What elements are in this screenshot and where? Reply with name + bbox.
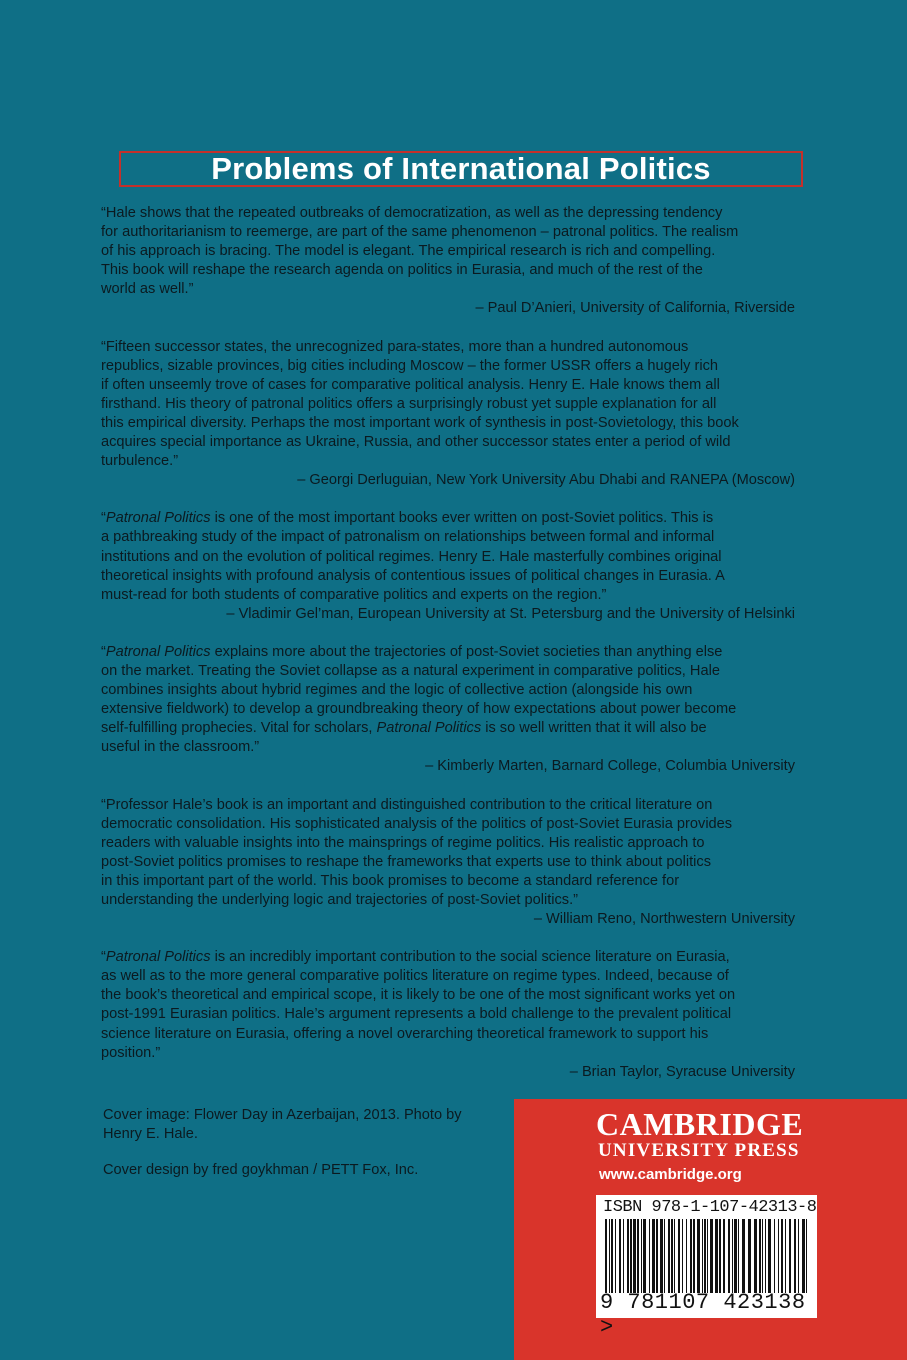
isbn-label: ISBN 978-1-107-42313-8	[603, 1198, 817, 1217]
quote-line: democratic consolidation. His sophisticated analysis of the politics of post-Soviet Eurasia provides	[101, 815, 733, 832]
quote-line: if often unseemly trove of cases for comparative political analysis. Henry E. Hale knows them all	[101, 376, 720, 393]
quote-line: as well as to the more general comparative politics literature on regime types. Indeed, because of	[101, 968, 729, 985]
quote-line: “Patronal Politics is one of the most important books ever written on post-Soviet politics. This is	[101, 510, 714, 527]
endorsement	[101, 509, 803, 624]
quote-line: science literature on Eurasia, offering a novel overarching theoretical framework to support his	[101, 1025, 709, 1042]
quote-line: turbulence.”	[101, 453, 179, 470]
endorsements	[101, 204, 803, 1101]
quote-line: this empirical diversity. Perhaps the most important work of synthesis in post-Sovietology, this book	[101, 414, 739, 431]
quote-attribution: – William Reno, Northwestern University	[533, 911, 795, 928]
cover-credits	[103, 1106, 503, 1197]
quote-line: “Patronal Politics explains more about the trajectories of post-Soviet societies than anything else	[101, 643, 723, 660]
endorsement	[101, 338, 803, 491]
endorsement	[101, 204, 803, 319]
endorsement	[101, 796, 803, 930]
quote-line: extensive fieldwork) to develop a groundbreaking theory of how expectations about power become	[101, 701, 737, 718]
quote-line: a pathbreaking study of the impact of patronalism on relationships between formal and informal	[101, 529, 715, 546]
quote-line: post-Soviet politics promises to reshape the frameworks that experts use to think about politics	[101, 853, 711, 870]
quote-line: the book’s theoretical and empirical scope, it is likely to be one of the most significant works yet on	[101, 987, 736, 1004]
quote-line: republics, sizable provinces, big cities including Moscow – the former USSR offers a hugely rich	[101, 357, 718, 374]
quote-line: for authoritarianism to reemerge, are part of the same phenomenon – patronal politics. The realism	[101, 224, 739, 241]
endorsement	[101, 643, 803, 777]
publisher-website: www.cambridge.org	[599, 1166, 742, 1183]
quote-line: institutions and on the evolution of political regimes. Henry E. Hale masterfully combines original	[101, 548, 722, 565]
quote-line: in this important part of the world. This book promises to become a standard reference for	[101, 872, 680, 889]
quote-line: post-1991 Eurasian politics. Hale’s argument represents a bold challenge to the prevalent political	[101, 1006, 732, 1023]
quote-attribution: – Brian Taylor, Syracuse University	[569, 1063, 795, 1080]
quote-line: useful in the classroom.”	[101, 739, 260, 756]
quote-line: firsthand. His theory of patronal politics offers a surprisingly robust yet supple explanation for all	[101, 395, 717, 412]
quote-attribution: – Georgi Derluguian, New York University Abu Dhabi and RANEPA (Moscow)	[297, 472, 795, 489]
series-title: Problems of International Politics	[211, 151, 711, 186]
quote-line: position.”	[101, 1044, 161, 1061]
publisher-subname: UNIVERSITY PRESS	[598, 1140, 800, 1161]
barcode-panel	[596, 1195, 817, 1340]
quote-line: world as well.”	[101, 281, 194, 298]
quote-line: “Patronal Politics is an incredibly important contribution to the social science literature on Eurasia,	[101, 949, 730, 966]
quote-line: acquires special importance as Ukraine, Russia, and other successor states enter a period of wild	[101, 434, 731, 451]
barcode-icon	[601, 1219, 812, 1293]
quote-line: readers with valuable insights into the mainsprings of regime politics. His realistic approach to	[101, 834, 705, 851]
quote-line: understanding the underlying logic and trajectories of post-Soviet politics.”	[101, 892, 578, 908]
endorsement	[101, 948, 803, 1082]
series-title-box	[119, 151, 803, 187]
quote-line: self-fulfilling prophecies. Vital for scholars, Patronal Politics is so well written that it will also be	[101, 720, 707, 737]
barcode-digits: 9 781107 423138 >	[600, 1290, 806, 1340]
quote-attribution: – Kimberly Marten, Barnard College, Columbia University	[425, 758, 795, 775]
quote-attribution: – Vladimir Gel’man, European University at St. Petersburg and the University of Helsinki	[226, 605, 795, 622]
quote-line: on the market. Treating the Soviet collapse as a natural experiment in comparative politics, Hale	[101, 662, 720, 679]
quote-line: “Fifteen successor states, the unrecognized para-states, more than a hundred autonomous	[101, 338, 689, 355]
cover-design-credit: Cover design by fred goykhman / PETT Fox, Inc.	[103, 1162, 419, 1178]
publisher-name: CAMBRIDGE	[596, 1106, 804, 1142]
publisher-block	[514, 1099, 907, 1360]
quote-line: combines insights about hybrid regimes and the logic of collective action (alongside his own	[101, 682, 693, 699]
quote-line: of his approach is bracing. The model is elegant. The empirical research is rich and compelling.	[101, 243, 716, 260]
quote-line: “Hale shows that the repeated outbreaks of democratization, as well as the depressing tendency	[101, 205, 723, 221]
quote-line: This book will reshape the research agenda on politics in Eurasia, and much of the rest of the	[101, 262, 703, 279]
cover-image-credit: Cover image: Flower Day in Azerbaijan, 2013. Photo by Henry E. Hale.	[103, 1107, 462, 1142]
quote-attribution: – Paul D’Anieri, University of California, Riverside	[475, 300, 795, 317]
quote-line: “Professor Hale’s book is an important and distinguished contribution to the critical literature on	[101, 796, 713, 813]
quote-line: theoretical insights with profound analysis of contentious issues of political changes in Eurasia. A	[101, 567, 725, 584]
quote-line: must-read for both students of comparative politics and experts on the region.”	[101, 586, 607, 603]
